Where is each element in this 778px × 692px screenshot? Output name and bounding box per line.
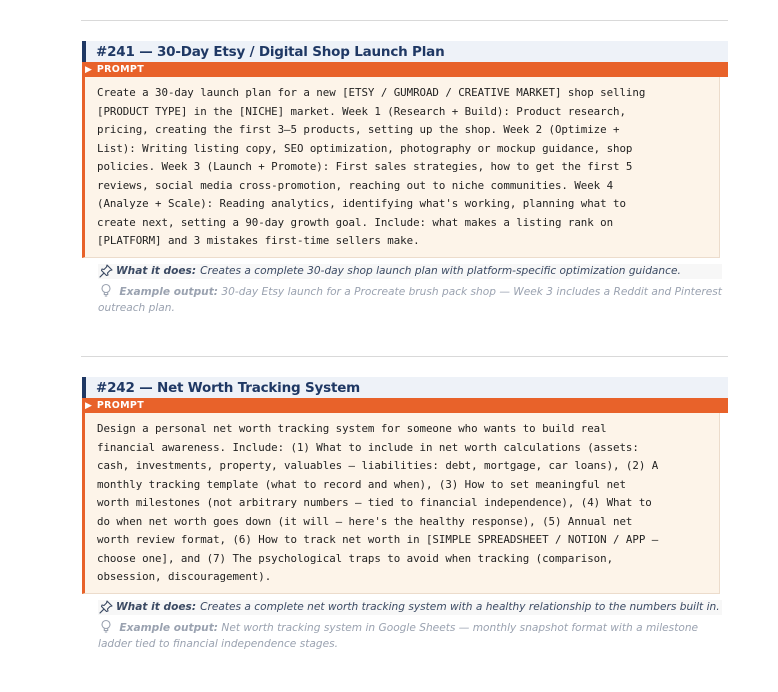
example-output <box>98 283 722 317</box>
play-arrow-icon: ▶ <box>85 400 92 410</box>
example-text: 30-day Etsy launch for a Procreate brush pack shop — Week 3 includes a Reddit and Pinterest outreach plan. <box>98 285 722 314</box>
example-label: Example output: <box>119 621 219 634</box>
what-it-does <box>98 264 722 279</box>
pin-icon <box>98 264 114 278</box>
example-label: Example output: <box>119 285 219 298</box>
example-text: Net worth tracking system in Google Sheets — monthly snapshot format with a milestone ladder tied to financial independence stages. <box>98 621 699 650</box>
entry-title: #241 — 30-Day Etsy / Digital Shop Launch Plan <box>96 43 445 60</box>
play-arrow-icon: ▶ <box>85 64 92 74</box>
example-output <box>98 619 722 653</box>
what-label: What it does: <box>116 264 197 277</box>
prompt-entry-242 <box>82 377 728 653</box>
what-text: Creates a complete net worth tracking system with a healthy relationship to the numbers built in. <box>200 600 720 613</box>
pin-icon <box>98 600 114 614</box>
what-label: What it does: <box>116 600 197 613</box>
entry-title-bar <box>82 377 728 398</box>
prompt-label: PROMPT <box>96 400 144 411</box>
lightbulb-icon <box>98 619 114 633</box>
prompt-text: Create a 30-day launch plan for a new [ETSY / GUMROAD / CREATIVE MARKET] shop selling [PRODUCT TYPE] in the [NICHE] market. Week 1 (Research + Build): Product research, pricing, creating the first 3–5 products, setting up the shop. Week 2 (Optimize + List): Writing listing copy, SEO optimization, photography or mockup guidance, shop policies. Week 3 (Launch + Promote): First sales strategies, how to get the first 5 reviews, social media cross-promotion, reaching out to niche communities. Week 4 (Analyze + Scale): Reading analytics, identifying what's working, planning what to create next, setting a 90-day growth goal. Include: what makes a listing rank on [PLATFORM] and 3 mistakes first-time sellers make. <box>82 77 720 258</box>
lightbulb-icon <box>98 283 114 297</box>
entry-title-bar <box>82 41 728 62</box>
prompt-header <box>82 62 728 77</box>
divider-top <box>81 20 728 21</box>
what-it-does <box>98 600 722 615</box>
what-text: Creates a complete 30-day shop launch plan with platform-specific optimization guidance. <box>200 264 681 277</box>
prompt-text: Design a personal net worth tracking system for someone who wants to build real financial awareness. Include: (1) What to include in net worth calculations (assets: cash, investments, property, valuables – liabilities: debt, mortgage, car loans), (2) A monthly tracking template (what to record and when), (3) How to set meaningful net worth milestones (not arbitrary numbers — tied to financial independence), (4) What to do when net worth goes down (it will — here's the healthy response), (5) Annual net worth review format, (6) How to track net worth in [SIMPLE SPREADSHEET / NOTION / APP — choose one], and (7) The psychological traps to avoid when tracking (comparison, obsession, discouragement). <box>82 413 720 594</box>
prompt-header <box>82 398 728 413</box>
entry-title: #242 — Net Worth Tracking System <box>96 379 361 396</box>
prompt-entry-241 <box>82 41 728 317</box>
prompt-label: PROMPT <box>96 64 144 75</box>
divider-middle <box>81 356 728 357</box>
